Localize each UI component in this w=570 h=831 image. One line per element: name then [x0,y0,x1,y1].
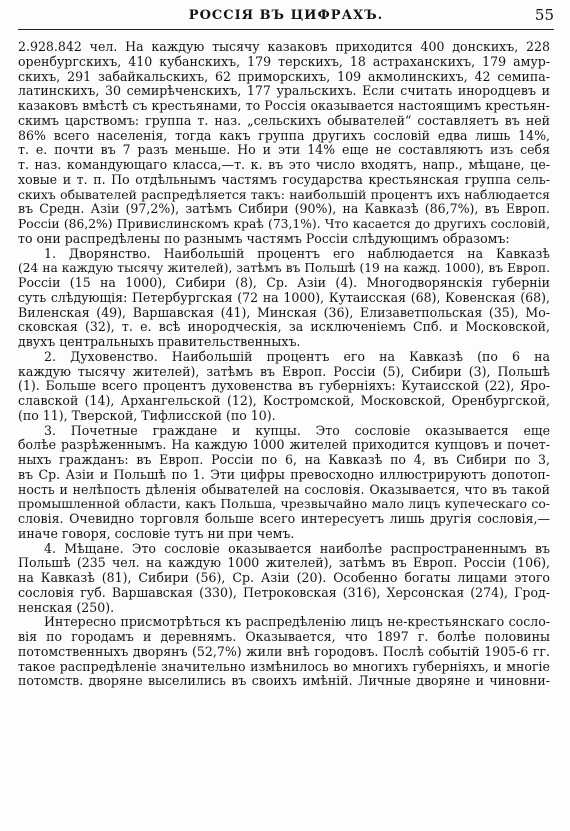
text-line: потомств. дворяне выселились въ своихъ имѣній. Личные дворяне и чиновни- [18,673,550,689]
text-line: оренбургскихъ, 410 кубанскихъ, 179 терскихъ, 18 астраханскихъ, 179 амур- [18,53,550,69]
header-rule [18,29,554,30]
text-line: т. наз. командующаго класса,—т. к. въ это число входятъ, напр., мѣщане, це- [18,157,550,172]
text-line: такое распредѣленіе значительно измѣнилось во многихъ губерніяхъ, и многіе [18,658,550,674]
page-number: 55 [534,6,554,24]
text-line: скихъ, 291 забайкальскихъ, 62 приморскихъ, 109 акмолинскихъ, 42 семипа- [18,68,550,84]
text-line: сословія губ. Варшавская (330), Петроковская (316), Херсонская (274), Грод- [18,584,550,600]
text-line: въ Средн. Азіи (97,2%), затѣмъ Сибири (90%), на Кавказѣ (86,7%), въ Европ. [18,201,550,217]
text-line: (по 11), Тверской, Тифлисской (по 10). [18,407,276,423]
text-line: 1. Дворянство. Наибольшій процентъ его наблюдается на Кавказѣ [44,245,550,261]
text-line: вія по городамъ и деревнямъ. Оказывается, что 1897 г. болѣе половины [18,629,550,644]
text-line: промышленной области, какъ Польша, чрезвычайно мало лицъ купеческаго со- [18,496,550,512]
text-line: (1). Больше всего процентъ духовенства въ губерніяхъ: Кутаисской (22), Яро- [18,378,550,394]
text-line: иначе говоря, сословіе тутъ ни при чемъ. [18,525,295,541]
text-line: каждую тысячу жителей), затѣмъ въ Европ. Россіи (5), Сибири (3), Польшѣ [18,363,550,379]
text-line: славской (14), Архангельской (12), Костромской, Московской, Оренбургской, [18,393,550,408]
text-line: 3. Почетные граждане и купцы. Это сословіе оказывается еще [44,422,550,438]
text-line: на Кавказѣ (81), Сибири (56), Ср. Азіи (20). Особенно богаты лицами этого [18,570,550,585]
text-line: латинскихъ, 30 семирѣченскихъ, 177 уральскихъ. Если считать инородцевъ и [18,83,550,99]
text-line: словія. Очевидно торговля больше всего интересуетъ лишь другія сословія,— [18,511,550,526]
text-line: сковская (32), т. е. всѣ инородческія, за исключеніемъ Спб. и Московской, [18,319,550,335]
text-line: Интересно присмотрѣться къ распредѣленію лицъ не-крестьянскаго сосло- [44,614,550,630]
text-line: болѣе разрѣженнымъ. На каждую 1000 жителей приходится купцовъ и почет- [18,437,550,453]
text-line: двухъ центральныхъ правительственныхъ. [18,334,301,349]
text-line: Польшѣ (235 чел. на каждую 1000 жителей), затѣмъ въ Европ. Россіи (106), [18,555,550,571]
text-line: Россіи (86,2%) Привислинскомъ краѣ (73,1%). Что касается до другихъ сословій, [18,217,550,231]
text-line: ность и нелѣпость дѣленія обывателей на сословія. Оказывается, что въ такой [18,481,550,497]
text-line: Виленская (49), Варшавская (41), Минская (36), Елизаветпольская (35), Мо- [18,304,550,320]
text-line: ныхъ гражданъ: въ Европ. Россіи по 6, на Кавказѣ по 4, въ Сибири по 3, [18,452,550,467]
text-line: 2.928.842 чел. На каждую тысячу казаковъ приходится 400 донскихъ, 228 [18,39,550,54]
text-line: казаковъ вмѣстѣ съ крестьянами, то Россія оказывается настоящимъ крестьян- [18,98,550,113]
body-text [18,40,550,689]
page-header [18,6,554,28]
text-line: ховые и т. п. По отдѣльнымъ частямъ государства крестьянская группа сель- [18,171,550,187]
text-line: въ Ср. Азіи и Польшѣ по 1. Эти цифры превосходно иллюстрируютъ допотоп- [18,466,550,482]
text-line: скимъ царствомъ: группа т. наз. „сельскихъ обывателей“ составляетъ въ ней [18,112,550,128]
text-line: 86% всего населенія, тогда какъ группа другихъ сословій едва лишь 14%, [18,127,550,143]
text-line: (24 на каждую тысячу жителей), затѣмъ въ Польшѣ (19 на кажд. 1000), въ Европ. [18,261,550,276]
text-line: 4. Мѣщане. Это сословіе оказывается наиболѣе распространеннымъ въ [44,540,550,556]
text-line: то они распредѣлены по разнымъ частямъ Россіи слѣдующимъ образомъ: [18,230,510,246]
text-line: Россіи (15 на 1000), Сибири (8), Ср. Азіи (4). Многодворянскія губерніи [18,275,550,290]
text-line: потомственныхъ дворянъ (52,7%) жили внѣ городовъ. Послѣ событій 1905-6 гг. [18,643,550,659]
text-line: ненская (250). [18,599,115,615]
text-line: т. е. почти въ 7 разъ меньше. Но и эти 14% еще не составляютъ изъ себя [18,142,550,158]
text-line: суть слѣдующія: Петербургская (72 на 1000), Кутаисская (68), Ковенская (68), [18,289,550,305]
text-line: 2. Духовенство. Наибольшій процентъ его на Кавказѣ (по 6 на [44,348,550,364]
running-title: РОССІЯ ВЪ ЦИФРАХЪ. [188,8,384,23]
text-line: скихъ обывателей распредѣляется такъ: наибольшій процентъ ихъ наблюдается [18,186,550,202]
